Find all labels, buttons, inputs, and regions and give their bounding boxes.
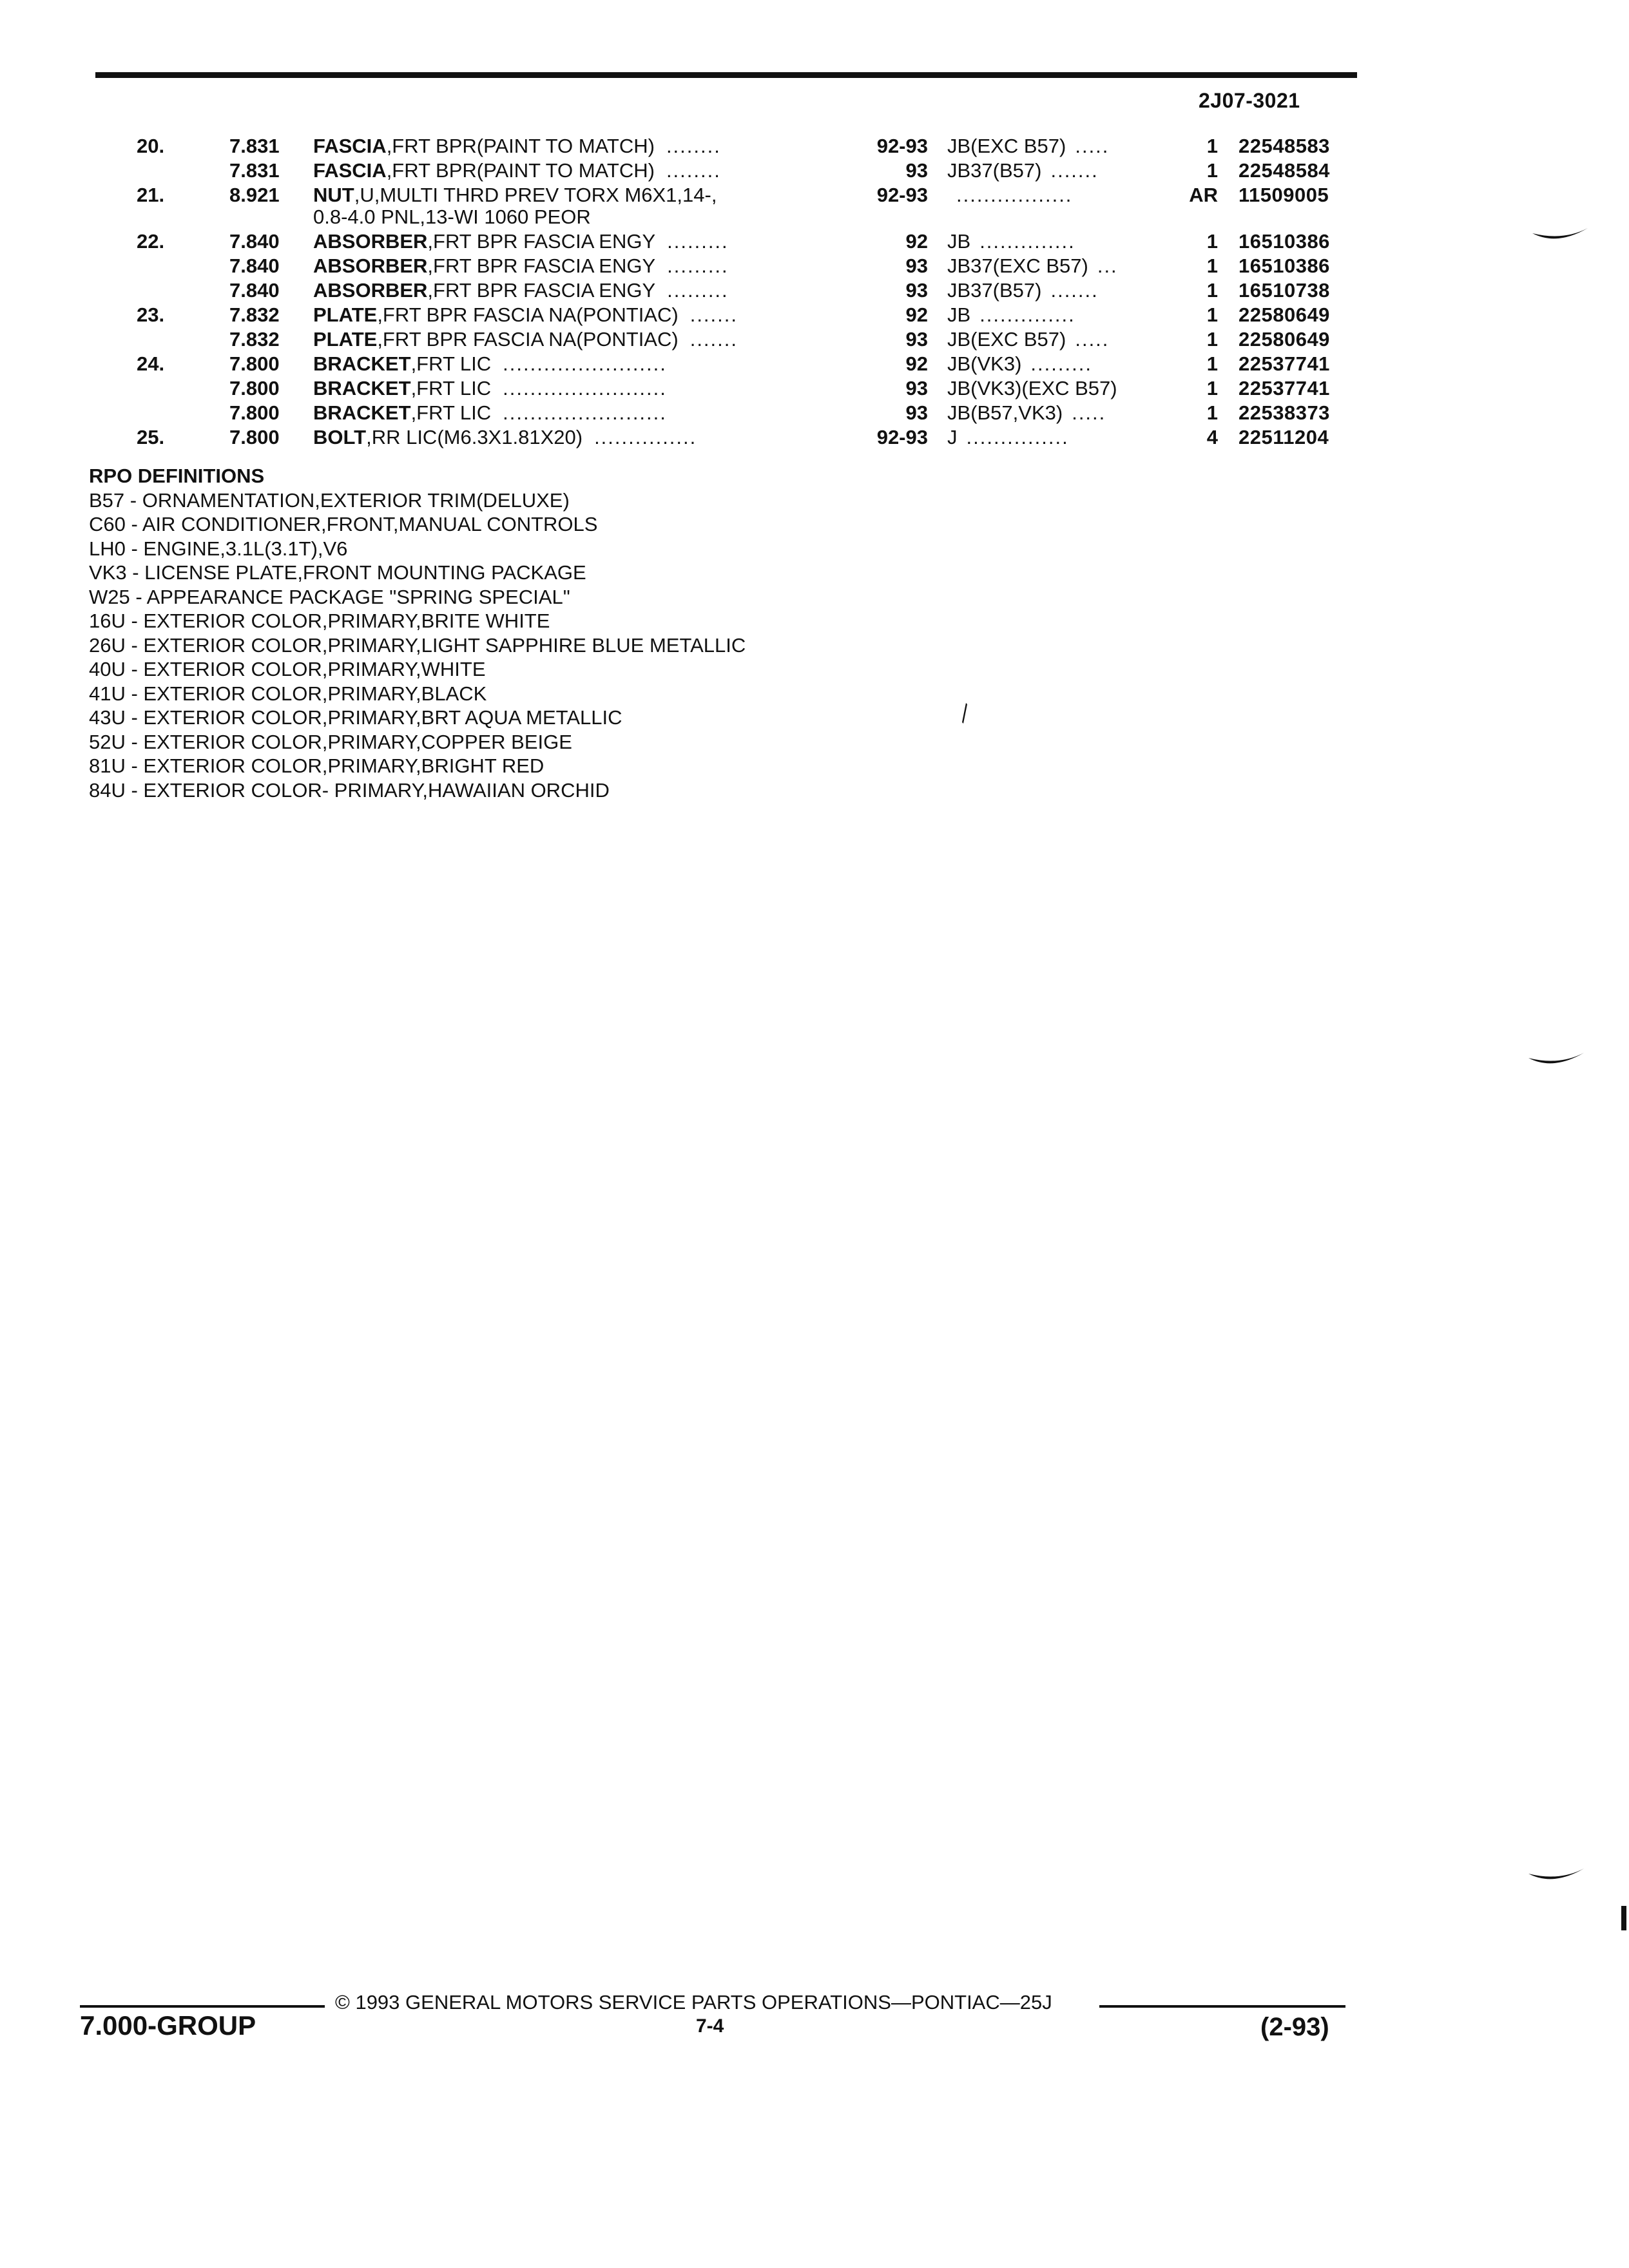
part-name: PLATE bbox=[313, 303, 378, 326]
part-description bbox=[313, 134, 721, 159]
model-year: 92-93 bbox=[876, 426, 928, 448]
copyright: © 1993 GENERAL MOTORS SERVICE PARTS OPERATIONS—PONTIAC—25J bbox=[335, 1991, 1052, 2013]
model-year: 92-93 bbox=[876, 135, 928, 157]
leader-dots: ..... bbox=[1075, 328, 1110, 351]
parts-row bbox=[0, 425, 1629, 450]
part-description bbox=[313, 254, 729, 278]
rpo-definition: 43U - EXTERIOR COLOR,PRIMARY,BRT AQUA METALLIC bbox=[89, 706, 622, 729]
rpo-definition: 84U - EXTERIOR COLOR- PRIMARY,HAWAIIAN ORCHID bbox=[89, 778, 610, 802]
part-description bbox=[313, 159, 721, 183]
part-desc-text: ,FRT LIC bbox=[410, 401, 492, 424]
model-year: 93 bbox=[905, 328, 928, 351]
edge-mark bbox=[1621, 1906, 1626, 1930]
item-number: 23. bbox=[137, 303, 165, 326]
part-desc-text: ,FRT BPR FASCIA ENGY bbox=[427, 279, 656, 302]
leader-dots: ........................ bbox=[503, 401, 667, 424]
group-number: 7.800 bbox=[229, 401, 280, 424]
part-number: 16510738 bbox=[1239, 279, 1330, 302]
model-usage bbox=[947, 401, 1106, 425]
leader-dots: ........ bbox=[666, 135, 721, 157]
rpo-definition: 40U - EXTERIOR COLOR,PRIMARY,WHITE bbox=[89, 658, 486, 680]
parts-row bbox=[0, 183, 1629, 207]
rpo-list bbox=[89, 488, 746, 803]
rpo-definition: B57 - ORNAMENTATION,EXTERIOR TRIM(DELUXE) bbox=[89, 488, 570, 512]
quantity: 1 bbox=[1206, 303, 1218, 326]
part-description bbox=[313, 352, 667, 376]
part-name: BOLT bbox=[313, 426, 367, 448]
model-year: 93 bbox=[905, 279, 928, 302]
leader-dots: ....... bbox=[689, 328, 738, 351]
model-text: JB(EXC B57) bbox=[947, 135, 1066, 157]
leader-dots: ............... bbox=[966, 426, 1069, 448]
doc-code: 2J07-3021 bbox=[1199, 89, 1300, 112]
leader-dots: ......... bbox=[1030, 352, 1092, 375]
model-text: JB37(EXC B57) bbox=[947, 255, 1088, 277]
group-number: 7.800 bbox=[229, 352, 280, 375]
model-year: 93 bbox=[905, 377, 928, 399]
leader-dots: ............... bbox=[594, 426, 697, 448]
quantity: 1 bbox=[1206, 328, 1218, 351]
part-name: NUT bbox=[313, 184, 354, 206]
leader-dots: ....... bbox=[1050, 279, 1099, 302]
leader-dots: ......... bbox=[667, 230, 729, 253]
model-year: 93 bbox=[905, 159, 928, 182]
rpo-definition: 41U - EXTERIOR COLOR,PRIMARY,BLACK bbox=[89, 682, 487, 705]
leader-dots: ................. bbox=[956, 184, 1073, 206]
leader-dots: ..... bbox=[1075, 135, 1110, 157]
model-year: 92 bbox=[905, 230, 928, 253]
group-number: 8.921 bbox=[229, 184, 280, 206]
parts-row bbox=[0, 229, 1629, 254]
item-number: 24. bbox=[137, 352, 165, 375]
model-text: JB bbox=[947, 230, 971, 253]
quantity: 4 bbox=[1206, 426, 1218, 448]
part-description bbox=[313, 327, 738, 352]
parts-row bbox=[0, 134, 1629, 159]
part-name: ABSORBER bbox=[313, 279, 428, 302]
parts-row bbox=[0, 376, 1629, 401]
quantity: 1 bbox=[1206, 279, 1218, 302]
model-text: JB(EXC B57) bbox=[947, 328, 1066, 351]
top-rule bbox=[95, 72, 1357, 78]
model-usage bbox=[947, 229, 1075, 254]
part-desc-text: ,FRT BPR(PAINT TO MATCH) bbox=[386, 159, 655, 182]
leader-dots: ........................ bbox=[503, 377, 667, 399]
model-year: 93 bbox=[905, 401, 928, 424]
part-name: BRACKET bbox=[313, 401, 411, 424]
part-name: ABSORBER bbox=[313, 230, 428, 253]
model-text: JB37(B57) bbox=[947, 159, 1042, 182]
part-desc-text: ,FRT BPR FASCIA NA(PONTIAC) bbox=[377, 328, 679, 351]
rpo-definition: W25 - APPEARANCE PACKAGE "SPRING SPECIAL" bbox=[89, 585, 570, 608]
part-number: 16510386 bbox=[1239, 230, 1330, 253]
part-name: FASCIA bbox=[313, 159, 387, 182]
model-text: JB(B57,VK3) bbox=[947, 401, 1063, 424]
model-usage bbox=[947, 327, 1109, 352]
leader-dots: ....... bbox=[689, 303, 738, 326]
part-number: 11509005 bbox=[1239, 184, 1329, 206]
quantity: 1 bbox=[1206, 255, 1218, 277]
part-number: 22537741 bbox=[1239, 377, 1330, 399]
part-name: BRACKET bbox=[313, 377, 411, 399]
rpo-definition: 81U - EXTERIOR COLOR,PRIMARY,BRIGHT RED bbox=[89, 754, 545, 777]
group-number: 7.800 bbox=[229, 426, 280, 448]
parts-row bbox=[0, 303, 1629, 327]
group-number: 7.840 bbox=[229, 279, 280, 302]
footer-rule-right bbox=[1099, 2005, 1345, 2008]
group-label: 7.000-GROUP bbox=[80, 2010, 256, 2041]
group-number: 7.831 bbox=[229, 135, 280, 157]
part-number: 22580649 bbox=[1239, 303, 1330, 326]
binder-mark-icon bbox=[1527, 1052, 1585, 1071]
part-description bbox=[313, 278, 729, 303]
parts-row bbox=[0, 159, 1629, 183]
quantity: 1 bbox=[1206, 352, 1218, 375]
group-number: 7.831 bbox=[229, 159, 280, 182]
binder-mark-icon bbox=[1531, 227, 1589, 246]
model-text: JB37(B57) bbox=[947, 279, 1042, 302]
part-number: 22537741 bbox=[1239, 352, 1330, 375]
part-desc-text: ,FRT BPR FASCIA NA(PONTIAC) bbox=[377, 303, 679, 326]
rpo-definition: C60 - AIR CONDITIONER,FRONT,MANUAL CONTROLS bbox=[89, 513, 598, 535]
edition-date: (2-93) bbox=[1260, 2013, 1329, 2041]
footer-rule-left bbox=[80, 2005, 325, 2008]
leader-dots: ........ bbox=[666, 159, 721, 182]
group-number: 7.832 bbox=[229, 328, 280, 351]
part-desc-text: ,FRT BPR FASCIA ENGY bbox=[427, 255, 656, 277]
part-desc-text: ,FRT LIC bbox=[410, 377, 492, 399]
rpo-definition: 16U - EXTERIOR COLOR,PRIMARY,BRITE WHITE bbox=[89, 610, 550, 632]
parts-row bbox=[0, 401, 1629, 425]
quantity: AR bbox=[1189, 184, 1218, 206]
model-text: JB bbox=[947, 303, 971, 326]
item-number: 22. bbox=[137, 230, 165, 253]
quantity: 1 bbox=[1206, 377, 1218, 399]
binder-mark-icon bbox=[1527, 1867, 1585, 1887]
model-usage bbox=[947, 425, 1069, 450]
model-usage bbox=[947, 183, 1072, 207]
part-desc-text: ,U,MULTI THRD PREV TORX M6X1,14-, bbox=[354, 184, 717, 206]
parts-row bbox=[0, 205, 1629, 229]
leader-dots: ... bbox=[1097, 255, 1118, 277]
part-number: 22511204 bbox=[1239, 426, 1329, 448]
rpo-definition: 26U - EXTERIOR COLOR,PRIMARY,LIGHT SAPPHIRE BLUE METALLIC bbox=[89, 633, 746, 657]
part-description bbox=[313, 303, 738, 327]
model-year: 92-93 bbox=[876, 184, 928, 206]
part-desc-text: ,FRT BPR FASCIA ENGY bbox=[427, 230, 656, 253]
leader-dots: ..... bbox=[1072, 401, 1106, 424]
model-usage bbox=[947, 205, 956, 229]
quantity: 1 bbox=[1206, 230, 1218, 253]
item-number: 25. bbox=[137, 426, 165, 448]
part-name: ABSORBER bbox=[313, 255, 428, 277]
model-usage bbox=[947, 352, 1092, 376]
part-number: 22548584 bbox=[1239, 159, 1330, 182]
quantity: 1 bbox=[1206, 401, 1218, 424]
model-usage bbox=[947, 254, 1118, 278]
rpo-title: RPO DEFINITIONS bbox=[89, 465, 265, 487]
leader-dots: .............. bbox=[979, 230, 1075, 253]
group-number: 7.840 bbox=[229, 230, 280, 253]
quantity: 1 bbox=[1206, 159, 1218, 182]
rpo-definition: 52U - EXTERIOR COLOR,PRIMARY,COPPER BEIGE bbox=[89, 730, 572, 753]
part-number: 22548583 bbox=[1239, 135, 1330, 157]
item-number: 20. bbox=[137, 135, 165, 157]
parts-row bbox=[0, 327, 1629, 352]
part-description bbox=[313, 183, 728, 207]
part-desc-text: ,FRT LIC bbox=[410, 352, 492, 375]
part-number: 16510386 bbox=[1239, 255, 1330, 277]
parts-row bbox=[0, 254, 1629, 278]
part-name: PLATE bbox=[313, 328, 378, 351]
part-desc-text: 0.8-4.0 PNL,13-WI 1060 PEOR bbox=[313, 206, 591, 228]
leader-dots: ......... bbox=[667, 279, 729, 302]
parts-row bbox=[0, 278, 1629, 303]
rpo-definition: LH0 - ENGINE,3.1L(3.1T),V6 bbox=[89, 537, 348, 560]
group-number: 7.840 bbox=[229, 255, 280, 277]
rpo-definition: VK3 - LICENSE PLATE,FRONT MOUNTING PACKAGE bbox=[89, 561, 586, 584]
part-number: 22538373 bbox=[1239, 401, 1330, 424]
group-number: 7.832 bbox=[229, 303, 280, 326]
model-text: JB(VK3) bbox=[947, 352, 1022, 375]
model-year: 93 bbox=[905, 255, 928, 277]
part-desc-text: ,FRT BPR(PAINT TO MATCH) bbox=[386, 135, 655, 157]
quantity: 1 bbox=[1206, 135, 1218, 157]
group-number: 7.800 bbox=[229, 377, 280, 399]
part-description bbox=[313, 205, 602, 229]
item-number: 21. bbox=[137, 184, 165, 206]
part-description bbox=[313, 401, 667, 425]
model-text: J bbox=[947, 426, 958, 448]
model-usage bbox=[947, 159, 1099, 183]
model-usage bbox=[947, 134, 1109, 159]
leader-dots: ........................ bbox=[503, 352, 667, 375]
model-year: 92 bbox=[905, 303, 928, 326]
part-number: 22580649 bbox=[1239, 328, 1330, 351]
stray-mark-icon bbox=[961, 702, 968, 724]
parts-row bbox=[0, 352, 1629, 376]
model-text: JB(VK3)(EXC B57) bbox=[947, 377, 1117, 399]
rpo-definitions bbox=[89, 464, 746, 802]
part-desc-text: ,RR LIC(M6.3X1.81X20) bbox=[366, 426, 583, 448]
model-usage bbox=[947, 278, 1099, 303]
part-name: FASCIA bbox=[313, 135, 387, 157]
model-usage bbox=[947, 303, 1075, 327]
model-year: 92 bbox=[905, 352, 928, 375]
part-description bbox=[313, 376, 667, 401]
leader-dots: ......... bbox=[667, 255, 729, 277]
leader-dots: ....... bbox=[1050, 159, 1099, 182]
page-number: 7-4 bbox=[696, 2015, 724, 2037]
model-usage bbox=[947, 376, 1126, 401]
leader-dots: .............. bbox=[979, 303, 1075, 326]
part-description bbox=[313, 425, 697, 450]
part-description bbox=[313, 229, 729, 254]
part-name: BRACKET bbox=[313, 352, 411, 375]
